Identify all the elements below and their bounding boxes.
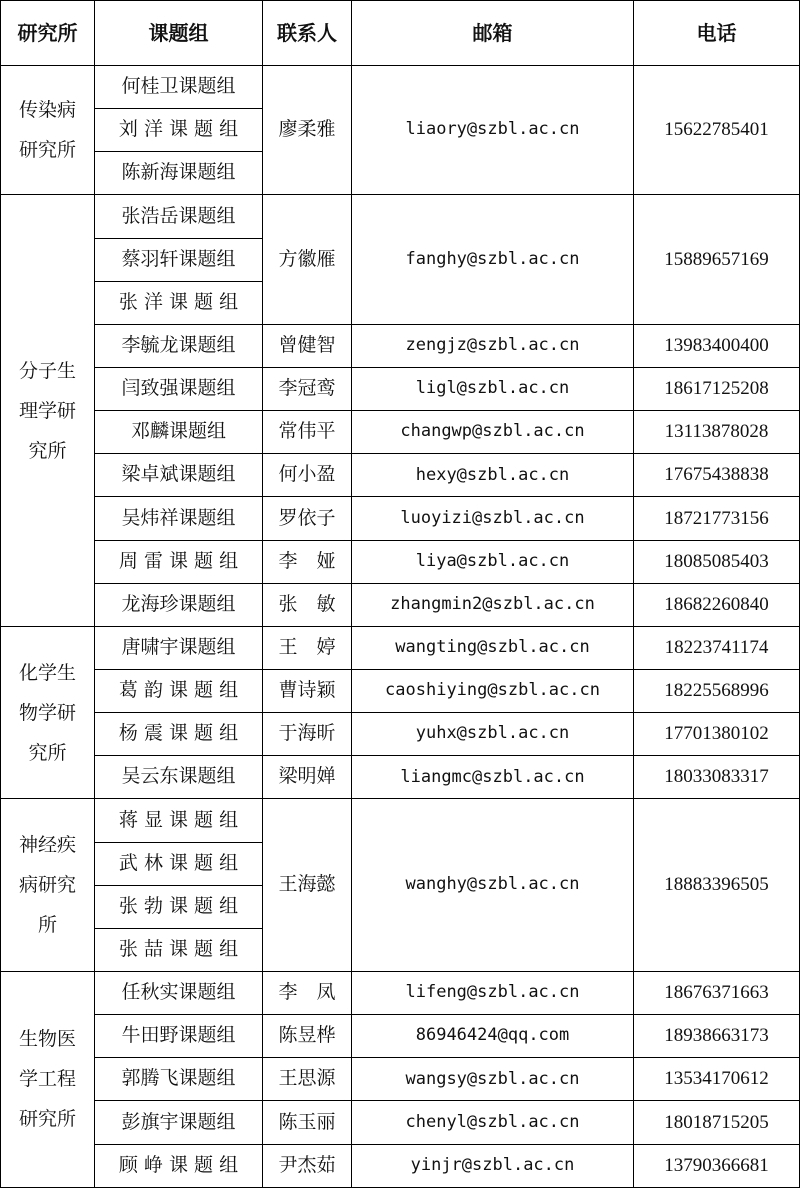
- group-cell: 何桂卫课题组: [95, 66, 263, 109]
- header-row: [1, 1, 800, 66]
- table-row: [1, 411, 800, 454]
- group-cell: 李毓龙课题组: [95, 324, 263, 367]
- contact-cell: 于海昕: [263, 713, 352, 756]
- contact-cell: 曾健智: [263, 324, 352, 367]
- table-row: [1, 454, 800, 497]
- phone-cell: 18721773156: [634, 497, 800, 540]
- institute-cell: [1, 799, 95, 972]
- group-cell: 周 雷 课 题 组: [95, 540, 263, 583]
- group-cell: 牛田野课题组: [95, 1015, 263, 1058]
- group-cell: 吴云东课题组: [95, 756, 263, 799]
- group-cell: 蔡羽轩课题组: [95, 238, 263, 281]
- institute-name: 生物医学工程研究所: [18, 1028, 76, 1131]
- table-row: [1, 756, 800, 799]
- institute-cell: [1, 195, 95, 626]
- phone-cell: 17675438838: [634, 454, 800, 497]
- contact-cell: 常伟平: [263, 411, 352, 454]
- email-cell[interactable]: 86946424@qq.com: [352, 1015, 634, 1058]
- email-cell[interactable]: wangting@szbl.ac.cn: [352, 626, 634, 669]
- group-cell: 蒋 显 课 题 组: [95, 799, 263, 842]
- contact-cell: 梁明婵: [263, 756, 352, 799]
- contact-cell: 尹杰茹: [263, 1144, 352, 1187]
- email-cell[interactable]: yuhx@szbl.ac.cn: [352, 713, 634, 756]
- phone-cell: 18676371663: [634, 971, 800, 1014]
- institute-cell: [1, 971, 95, 1187]
- group-cell: 杨 震 课 题 组: [95, 713, 263, 756]
- header-contact: 联系人: [263, 1, 352, 66]
- table-row: [1, 1058, 800, 1101]
- group-cell: 邓麟课题组: [95, 411, 263, 454]
- table-row: [1, 1144, 800, 1187]
- table-row: [1, 713, 800, 756]
- group-cell: 唐啸宇课题组: [95, 626, 263, 669]
- phone-cell: 18938663173: [634, 1015, 800, 1058]
- phone-cell: 18883396505: [634, 799, 800, 972]
- group-cell: 陈新海课题组: [95, 152, 263, 195]
- group-cell: 张浩岳课题组: [95, 195, 263, 238]
- table-row: [1, 497, 800, 540]
- email-cell[interactable]: luoyizi@szbl.ac.cn: [352, 497, 634, 540]
- email-cell[interactable]: liangmc@szbl.ac.cn: [352, 756, 634, 799]
- group-cell: 刘 洋 课 题 组: [95, 109, 263, 152]
- email-cell[interactable]: zengjz@szbl.ac.cn: [352, 324, 634, 367]
- contact-cell: 曹诗颖: [263, 669, 352, 712]
- table-row: [1, 583, 800, 626]
- email-cell[interactable]: fanghy@szbl.ac.cn: [352, 195, 634, 324]
- table-row: [1, 1015, 800, 1058]
- email-cell[interactable]: zhangmin2@szbl.ac.cn: [352, 583, 634, 626]
- email-cell[interactable]: caoshiying@szbl.ac.cn: [352, 669, 634, 712]
- phone-cell: 18223741174: [634, 626, 800, 669]
- contact-cell: 廖柔雅: [263, 66, 352, 195]
- email-cell[interactable]: liaory@szbl.ac.cn: [352, 66, 634, 195]
- email-cell[interactable]: wanghy@szbl.ac.cn: [352, 799, 634, 972]
- contact-cell: 李冠鸾: [263, 367, 352, 410]
- institute-name: 分子生理学研究所: [18, 359, 76, 462]
- phone-cell: 17701380102: [634, 713, 800, 756]
- contact-cell: 王 婷: [263, 626, 352, 669]
- institute-name: 神经疾病研究所: [18, 834, 76, 937]
- group-cell: 任秋实课题组: [95, 971, 263, 1014]
- group-cell: 顾 峥 课 题 组: [95, 1144, 263, 1187]
- table-row: [1, 540, 800, 583]
- header-email: 邮箱: [352, 1, 634, 66]
- email-cell[interactable]: hexy@szbl.ac.cn: [352, 454, 634, 497]
- table-body: [1, 66, 800, 1188]
- phone-cell: 18018715205: [634, 1101, 800, 1144]
- group-cell: 闫致强课题组: [95, 367, 263, 410]
- institute-name: 传染病研究所: [18, 99, 76, 162]
- contact-cell: 陈玉丽: [263, 1101, 352, 1144]
- table-row: [1, 367, 800, 410]
- phone-cell: 15622785401: [634, 66, 800, 195]
- table-row: [1, 195, 800, 238]
- group-cell: 武 林 课 题 组: [95, 842, 263, 885]
- phone-cell: 18682260840: [634, 583, 800, 626]
- table-row: [1, 971, 800, 1014]
- contact-cell: 罗依子: [263, 497, 352, 540]
- group-cell: 彭旗宇课题组: [95, 1101, 263, 1144]
- header-phone: 电话: [634, 1, 800, 66]
- phone-cell: 13534170612: [634, 1058, 800, 1101]
- institute-name: 化学生物学研究所: [18, 661, 76, 764]
- table-row: [1, 626, 800, 669]
- table-row: [1, 324, 800, 367]
- group-cell: 梁卓斌课题组: [95, 454, 263, 497]
- phone-cell: 13790366681: [634, 1144, 800, 1187]
- email-cell[interactable]: yinjr@szbl.ac.cn: [352, 1144, 634, 1187]
- group-cell: 吴炜祥课题组: [95, 497, 263, 540]
- email-cell[interactable]: ligl@szbl.ac.cn: [352, 367, 634, 410]
- phone-cell: 15889657169: [634, 195, 800, 324]
- phone-cell: 18617125208: [634, 367, 800, 410]
- contact-cell: 方徽雁: [263, 195, 352, 324]
- phone-cell: 13983400400: [634, 324, 800, 367]
- header-institute: 研究所: [1, 1, 95, 66]
- contact-cell: 王海懿: [263, 799, 352, 972]
- phone-cell: 18225568996: [634, 669, 800, 712]
- phone-cell: 18085085403: [634, 540, 800, 583]
- table-row: [1, 66, 800, 109]
- email-cell[interactable]: wangsy@szbl.ac.cn: [352, 1058, 634, 1101]
- group-cell: 张 洋 课 题 组: [95, 281, 263, 324]
- contact-cell: 陈昱桦: [263, 1015, 352, 1058]
- table-row: [1, 1101, 800, 1144]
- email-cell[interactable]: lifeng@szbl.ac.cn: [352, 971, 634, 1014]
- group-cell: 张 喆 课 题 组: [95, 928, 263, 971]
- group-cell: 郭腾飞课题组: [95, 1058, 263, 1101]
- institute-cell: [1, 66, 95, 195]
- phone-cell: 13113878028: [634, 411, 800, 454]
- table-row: [1, 799, 800, 842]
- contact-cell: 王思源: [263, 1058, 352, 1101]
- contact-cell: 何小盈: [263, 454, 352, 497]
- email-cell[interactable]: changwp@szbl.ac.cn: [352, 411, 634, 454]
- institute-cell: [1, 626, 95, 799]
- contact-cell: 李 娅: [263, 540, 352, 583]
- group-cell: 张 勃 课 题 组: [95, 885, 263, 928]
- header-group: 课题组: [95, 1, 263, 66]
- email-cell[interactable]: chenyl@szbl.ac.cn: [352, 1101, 634, 1144]
- group-cell: 葛 韵 课 题 组: [95, 669, 263, 712]
- email-cell[interactable]: liya@szbl.ac.cn: [352, 540, 634, 583]
- phone-cell: 18033083317: [634, 756, 800, 799]
- contact-cell: 李 凤: [263, 971, 352, 1014]
- contact-cell: 张 敏: [263, 583, 352, 626]
- table-row: [1, 669, 800, 712]
- group-cell: 龙海珍课题组: [95, 583, 263, 626]
